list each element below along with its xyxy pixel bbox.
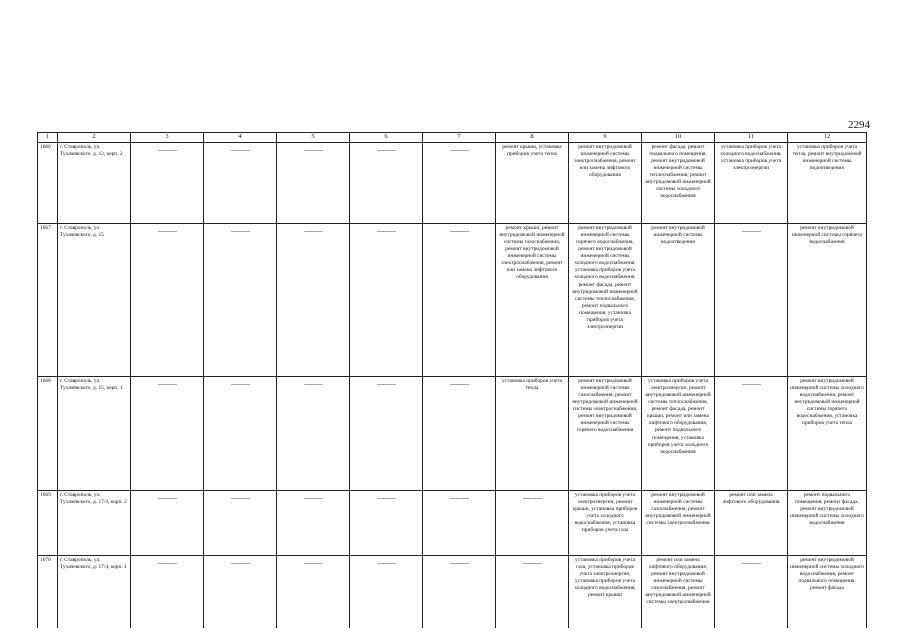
work-cell-col9: ремонт внутридомовой инженерной системы горячего водоснабжения, ремонт внутридомовой инженерной системы холодного водоснабжения, установка приборов учета холодного водоснабжения, ремонт фасада, ремонт внутридомовой инженерной системы теплоснабжения, ремонт подвального помещения, установка приборов учета электроэнергии bbox=[569, 223, 642, 376]
dash-mark: ——— bbox=[450, 145, 468, 154]
row-number: 1667 bbox=[38, 223, 58, 376]
empty-cell bbox=[204, 376, 277, 490]
row-address: г. Ставрополь, ул. Тухачевского, д. 15, корп. 1 bbox=[58, 376, 131, 490]
dash-mark: ——— bbox=[158, 145, 176, 154]
dash-mark: ——— bbox=[304, 493, 322, 502]
work-cell-col10: установка приборов учета электроэнергии, ремонт внутридомовой инженерной системы теплоснабжения, ремонт фасада, ремонт крыши, ремонт или замена лифтового оборудования, ремонт подвального помещения, установка приборов учета холодного водоснабжения bbox=[642, 376, 715, 490]
dash-mark: ——— bbox=[158, 493, 176, 502]
empty-cell bbox=[350, 142, 423, 223]
empty-cell bbox=[131, 376, 204, 490]
column-number: 4 bbox=[204, 133, 277, 143]
work-cell-col9: установка приборов учета газа, установка приборов учета электроэнергии, установка приборов учета холодного водоснабжения, ремонт крыши bbox=[569, 555, 642, 628]
empty-cell bbox=[350, 223, 423, 376]
empty-cell bbox=[131, 223, 204, 376]
table-row bbox=[38, 223, 867, 376]
work-cell-col10: ремонт внутридомовой инженерной системы газоснабжения, ремонт внутридомовой инженерной системы электроснабжения bbox=[642, 490, 715, 555]
empty-cell bbox=[204, 223, 277, 376]
dash-mark: ——— bbox=[304, 226, 322, 235]
empty-cell bbox=[423, 490, 496, 555]
work-cell-col12: ремонт внутридомовой инженерной системы холодного водоснабжения, ремонт внутридомовой инженерной системы горячего водоснабжения, установка приборов учета тепла bbox=[788, 376, 867, 490]
dash-mark: ——— bbox=[304, 558, 322, 567]
empty-cell bbox=[423, 555, 496, 628]
empty-cell bbox=[204, 490, 277, 555]
table-row bbox=[38, 555, 867, 628]
empty-cell bbox=[131, 142, 204, 223]
column-number: 2 bbox=[58, 133, 131, 143]
row-address: г. Ставрополь, ул. Тухачевского, д. 17/4, корп. 2 bbox=[58, 490, 131, 555]
row-address: г. Ставрополь, ул. Тухачевского, д. 17/4, корп. 1 bbox=[58, 555, 131, 628]
empty-cell bbox=[496, 555, 569, 628]
column-number-row bbox=[38, 133, 867, 143]
empty-cell bbox=[277, 376, 350, 490]
dash-mark: ——— bbox=[231, 145, 249, 154]
column-number: 11 bbox=[715, 133, 788, 143]
table-row bbox=[38, 376, 867, 490]
work-cell-col10: ремонт внутридомовой инженерной системы водоотведения bbox=[642, 223, 715, 376]
empty-cell bbox=[350, 376, 423, 490]
column-number: 7 bbox=[423, 133, 496, 143]
dash-mark: ——— bbox=[450, 558, 468, 567]
empty-cell bbox=[277, 555, 350, 628]
dash-mark: ——— bbox=[158, 558, 176, 567]
empty-cell bbox=[204, 555, 277, 628]
row-number: 1668 bbox=[38, 376, 58, 490]
empty-cell bbox=[715, 376, 788, 490]
table-row bbox=[38, 490, 867, 555]
dash-mark: ——— bbox=[377, 558, 395, 567]
table-row bbox=[38, 142, 867, 223]
empty-cell bbox=[423, 376, 496, 490]
dash-mark: ——— bbox=[377, 493, 395, 502]
empty-cell bbox=[204, 142, 277, 223]
work-cell-col10: ремонт или замена лифтового оборудования, ремонт внутридомовой инженерной системы газоснабжения, ремонт внутридомовой инженерной системы электроснабжения bbox=[642, 555, 715, 628]
row-number: 1670 bbox=[38, 555, 58, 628]
dash-mark: ——— bbox=[742, 226, 760, 235]
work-cell-col8: ремонт крыши, ремонт внутридомовой инженерной системы газоснабжения, ремонт внутридомовой инженерной системы электроснабжения, ремонт или замена лифтового оборудования bbox=[496, 223, 569, 376]
dash-mark: ——— bbox=[377, 379, 395, 388]
dash-mark: ——— bbox=[742, 558, 760, 567]
empty-cell bbox=[350, 490, 423, 555]
work-cell-col9: ремонт внутридомовой инженерной системы электроснабжения, ремонт или замена лифтового оборудования bbox=[569, 142, 642, 223]
column-number: 9 bbox=[569, 133, 642, 143]
dash-mark: ——— bbox=[231, 226, 249, 235]
work-cell-col11: ремонт или замена лифтового оборудования bbox=[715, 490, 788, 555]
dash-mark: ——— bbox=[231, 379, 249, 388]
column-number: 6 bbox=[350, 133, 423, 143]
dash-mark: ——— bbox=[523, 493, 541, 502]
work-cell-col11: установка приборов учета холодного водоснабжения, установка приборов учета электроэнергии bbox=[715, 142, 788, 223]
row-address: г. Ставрополь, ул. Тухачевского, д. 15 bbox=[58, 223, 131, 376]
work-cell-col12: ремонт внутридомовой инженерной системы холодного водоснабжения, ремонт подвального помещения, ремонт фасада bbox=[788, 555, 867, 628]
dash-mark: ——— bbox=[304, 145, 322, 154]
register-table bbox=[37, 132, 867, 628]
work-cell-col8: установка приборов учета тепла bbox=[496, 376, 569, 490]
dash-mark: ——— bbox=[158, 379, 176, 388]
dash-mark: ——— bbox=[450, 226, 468, 235]
empty-cell bbox=[350, 555, 423, 628]
dash-mark: ——— bbox=[377, 226, 395, 235]
empty-cell bbox=[277, 223, 350, 376]
column-number: 10 bbox=[642, 133, 715, 143]
empty-cell bbox=[715, 555, 788, 628]
dash-mark: ——— bbox=[450, 493, 468, 502]
dash-mark: ——— bbox=[231, 558, 249, 567]
work-cell-col9: ремонт внутридомовой инженерной системы газоснабжения, ремонт внутридомовой инженерной системы электроснабжения, ремонт внутридомовой инженерной системы горячего водоснабжения bbox=[569, 376, 642, 490]
column-number: 1 bbox=[38, 133, 58, 143]
dash-mark: ——— bbox=[450, 379, 468, 388]
row-number: 1669 bbox=[38, 490, 58, 555]
empty-cell bbox=[423, 223, 496, 376]
empty-cell bbox=[277, 490, 350, 555]
work-cell-col8: ремонт крыши, установка приборов учета тепла bbox=[496, 142, 569, 223]
work-cell-col12: установка приборов учета тепла, ремонт внутридомовой инженерной системы водоотведения bbox=[788, 142, 867, 223]
row-address: г. Ставрополь, ул. Тухачевского, д. 12, корп. 2 bbox=[58, 142, 131, 223]
column-number: 5 bbox=[277, 133, 350, 143]
work-cell-col10: ремонт фасада, ремонт подвального помещения, ремонт внутридомовой инженерной системы теплоснабжения, ремонт внутридомовой инженерной системы холодного водоснабжения bbox=[642, 142, 715, 223]
empty-cell bbox=[715, 223, 788, 376]
work-cell-col12: ремонт подвального помещения, ремонт фасада, ремонт внутридомовой инженерной системы холодного водоснабжения bbox=[788, 490, 867, 555]
work-cell-col9: установка приборов учета электроэнергии, ремонт крыши, установка приборов учета холодного водоснабжения, установка приборов учета газа bbox=[569, 490, 642, 555]
empty-cell bbox=[496, 490, 569, 555]
work-cell-col12: ремонт внутридомовой инженерной системы горячего водоснабжения bbox=[788, 223, 867, 376]
dash-mark: ——— bbox=[523, 558, 541, 567]
page-number: 2294 bbox=[848, 119, 870, 131]
dash-mark: ——— bbox=[742, 379, 760, 388]
dash-mark: ——— bbox=[377, 145, 395, 154]
empty-cell bbox=[131, 490, 204, 555]
row-number: 1666 bbox=[38, 142, 58, 223]
column-number: 12 bbox=[788, 133, 867, 143]
empty-cell bbox=[423, 142, 496, 223]
empty-cell bbox=[131, 555, 204, 628]
dash-mark: ——— bbox=[304, 379, 322, 388]
dash-mark: ——— bbox=[231, 493, 249, 502]
dash-mark: ——— bbox=[158, 226, 176, 235]
column-number: 8 bbox=[496, 133, 569, 143]
empty-cell bbox=[277, 142, 350, 223]
column-number: 3 bbox=[131, 133, 204, 143]
